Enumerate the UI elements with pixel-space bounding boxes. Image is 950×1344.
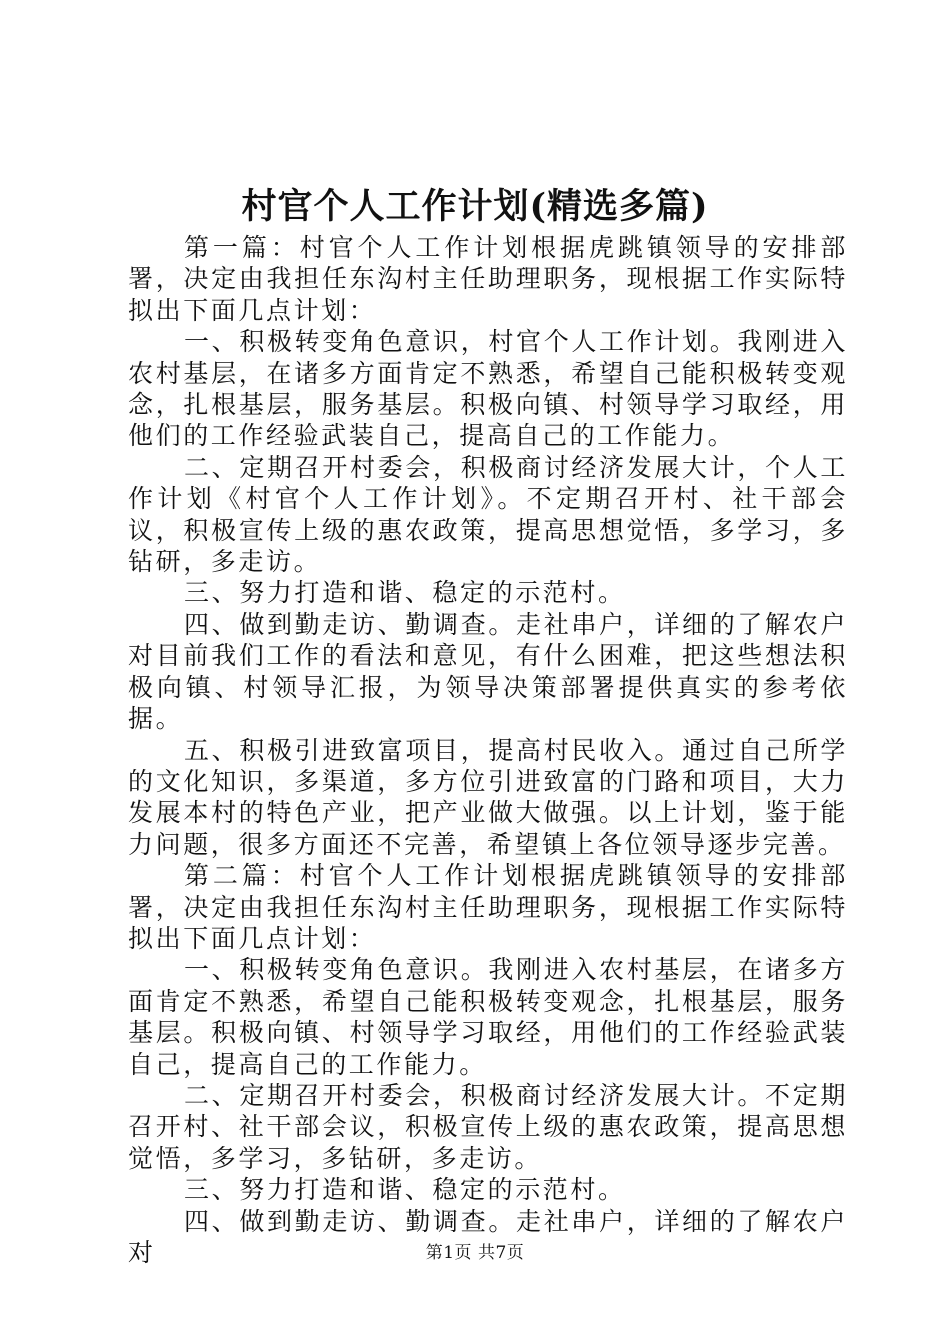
paragraph: 一、积极转变角色意识。我刚进入农村基层，在诸多方面肯定不熟悉，希望自己能积极转变观念，扎根基层，服务基层。积极向镇、村领导学习取经，用他们的工作经验武装自己，提高自己的工作能力。 xyxy=(128,955,848,1079)
paragraph: 四、做到勤走访、勤调查。走社串户，详细的了解农户对 xyxy=(128,1206,848,1267)
paragraph: 三、努力打造和谐、稳定的示范村。 xyxy=(184,1175,626,1205)
paragraph: 五、积极引进致富项目，提高村民收入。通过自己所学的文化知识，多渠道，多方位引进致富的门路和项目，大力发展本村的特色产业，把产业做大做强。以上计划，鉴于能力问题，很多方面还不完善，希望镇上各位领导逐步完善。 xyxy=(128,735,848,859)
paragraph: 一、积极转变角色意识，村官个人工作计划。我刚进入农村基层，在诸多方面肯定不熟悉，希望自己能积极转变观念，扎根基层，服务基层。积极向镇、村领导学习取经，用他们的工作经验武装自己，提高自己的工作能力。 xyxy=(128,327,848,451)
document-title: 村官个人工作计划(精选多篇) xyxy=(241,186,709,227)
paragraph: 第一篇：村官个人工作计划根据虎跳镇领导的安排部署，决定由我担任东沟村主任助理职务，现根据工作实际特拟出下面几点计划： xyxy=(128,233,848,325)
document-body xyxy=(128,232,848,1268)
paragraph: 第二篇：村官个人工作计划根据虎跳镇领导的安排部署，决定由我担任东沟村主任助理职务，现根据工作实际特拟出下面几点计划： xyxy=(128,861,848,953)
paragraph: 四、做到勤走访、勤调查。走社串户，详细的了解农户对目前我们工作的看法和意见，有什么困难，把这些想法积极向镇、村领导汇报，为领导决策部署提供真实的参考依据。 xyxy=(128,609,848,734)
page-number-footer: 第1页 共7页 xyxy=(425,1243,525,1263)
paragraph: 二、定期召开村委会，积极商讨经济发展大计，个人工作计划《村官个人工作计划》。不定期召开村、社干部会议，积极宣传上级的惠农政策，提高思想觉悟，多学习，多钻研，多走访。 xyxy=(128,452,848,577)
paragraph: 三、努力打造和谐、稳定的示范村。 xyxy=(184,578,626,608)
paragraph: 二、定期召开村委会，积极商讨经济发展大计。不定期召开村、社干部会议，积极宣传上级的惠农政策，提高思想觉悟，多学习，多钻研，多走访。 xyxy=(128,1080,848,1173)
